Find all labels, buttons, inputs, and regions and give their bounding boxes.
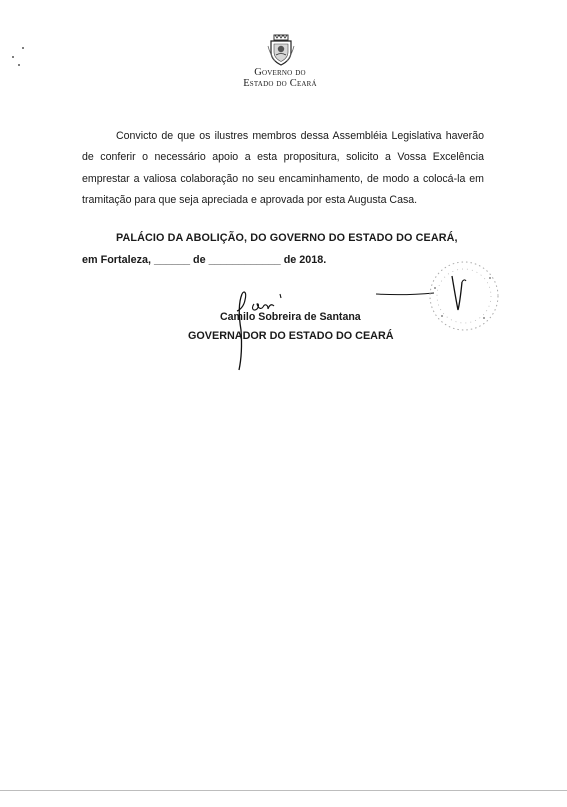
palace-line: PALÁCIO DA ABOLIÇÃO, DO GOVERNO DO ESTADO DO CEARÁ, <box>116 232 458 244</box>
official-seal-stamp <box>372 258 507 338</box>
scan-footer-line <box>0 790 567 791</box>
body-paragraph-text: Convicto de que os ilustres membros dessa Assembléia Legislativa haverão de conferir o necessário apoio a esta propositura, solicito a Vossa Excelência emprestar a valiosa colaboração no seu encaminhamento, de modo a colocá-la em tramitação para que seja apreciada e aprovada por esta Augusta Casa. <box>82 130 484 207</box>
state-coat-of-arms-icon <box>265 34 297 66</box>
scan-speck <box>22 47 24 49</box>
signer-title: GOVERNADOR DO ESTADO DO CEARÁ <box>188 330 394 342</box>
header-state-label: Estado do Ceará <box>243 78 317 89</box>
signer-name: Camilo Sobreira de Santana <box>220 311 361 323</box>
scan-speck <box>12 56 14 58</box>
header-government-label: Governo do <box>254 67 306 78</box>
handwritten-signature <box>228 284 298 374</box>
body-paragraph <box>82 126 484 212</box>
place-date-line: em Fortaleza, ______ de ____________ de 2018. <box>82 254 327 266</box>
scan-speck <box>18 64 20 66</box>
